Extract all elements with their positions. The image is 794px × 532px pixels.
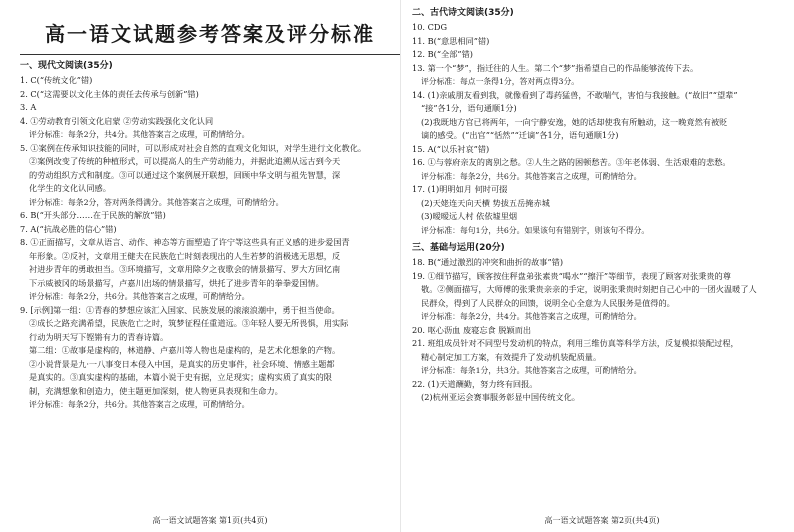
answer-line: 制，充满想象和创造力，使主题更加深刻，使人物更具表现和生命力。: [29, 385, 283, 396]
scoring-note: 评分标准：每点一条得1分，答对两点得3分。: [421, 77, 580, 86]
answer-line: ②成长之路充满希望，民族危亡之时，筑梦征程任重道远。③年轻人要无所畏惧，用实际: [29, 318, 349, 328]
answer-line: 1. C(“传统文化”错): [20, 75, 93, 85]
answer-line: 3. A: [20, 102, 37, 112]
answer-line: 9. [示例]第一组：①青春的梦想应该汇入国家、民族发展的滚滚浪潮中，勇于担当使命。: [20, 304, 340, 315]
answer-line: 第二组：①故事是虚构的，林道静、卢嘉川等人物也是虚构的，是艺术化想象的产物。: [29, 345, 341, 355]
answer-line: 13. 第一个“梦”，指迁往的人生。第二个“梦”指希望自己的作品能够流传下去。: [412, 62, 699, 73]
page-footer: 高一语文试题答案 第2页(共4页): [544, 516, 660, 525]
title-divider: [20, 54, 400, 55]
answer-line: 衬进步青年的勇敢担当。③环境描写，文章用除夕之夜歌会的情景描写、罗大方回忆南: [29, 264, 341, 274]
answer-line: “接”各1分，语句通顺1分): [421, 103, 517, 113]
answer-line: 行动为明天写下铿锵有力的青春诗篇。: [29, 331, 169, 342]
answer-line: 年形象。②反衬，文章用王健夫在民族危亡时刻表现出的人生若梦的消极逃无思想，反: [29, 250, 341, 261]
answer-line: 谪的感受。(“出官”“恬然”“迁谪”各1分，语句通顺1分): [421, 130, 619, 140]
answer-line: (2)杭州亚运会赛事服务彰显中国传统文化。: [421, 392, 580, 402]
answer-line: 15. A(“以乐衬哀”错): [412, 143, 490, 154]
answer-line: 7. A(“抗战必胜的信心”错): [20, 223, 117, 234]
answer-line: 8. ①正面描写，文章从语言、动作、神态等方面塑造了许宁等这些具有正义感的进步爱国青: [20, 237, 350, 247]
answer-line: 18. B(“通过激烈的冲突和曲折的故事”错): [412, 257, 564, 267]
answer-line: 16. ①与蓉府亲友的离别之愁。②人生之路的困顿愁苦。③年老体弱、生活艰难的悲愁。: [412, 157, 731, 167]
right-answer-list-a: [412, 21, 792, 237]
right-answer-list-b: [412, 256, 792, 405]
answer-line: 14. (1)亲戚朋友看到我，就像看到了毒药猛兽，不敢喘气，害怕与我接触。(“故旧”“望辈”: [412, 89, 738, 100]
page-title: 高一语文试题参考答案及评分标准: [45, 22, 375, 46]
answer-line: 21. 班组成员针对不同型号发动机的特点，利用三维仿真等科学方法，反复模拟装配过程，: [412, 338, 739, 348]
page-divider: [400, 0, 401, 532]
answer-line: ②小说背景是九·一八事变日本侵入中国，是真实的历史事件，社会环境、情感主题都: [29, 358, 335, 369]
scoring-note: 评分标准：每条2分，共6分。其他答案言之成理，可酌情给分。: [421, 171, 642, 181]
page-footer: 高一语文试题答案 第1页(共4页): [152, 516, 268, 525]
scoring-note: 评分标准：每句1分，共6分。如果该句有错别字，则该句不得分。: [421, 225, 650, 235]
section-heading: 三、基础与运用(20分): [412, 243, 505, 253]
right-page: [412, 0, 792, 532]
scoring-note: 评分标准：每条2分，共4分。其他答案言之成理，可酌情给分。: [29, 130, 250, 139]
answer-line: (3)暧暧远人村 依依墟里烟: [421, 211, 518, 221]
answer-line: 下示威被冈的场景描写，卢嘉川出场的情景描写，烘托了进步青年的拳拳爱国情。: [29, 277, 324, 288]
answer-line: 11. B(“意思相同”错): [412, 35, 490, 46]
answer-line: 22. (1)天道酬勤，努力终有回报。: [412, 378, 538, 389]
scoring-note: 评分标准：每条2分，共6分。其他答案言之成理，可酌情给分。: [29, 400, 250, 409]
scoring-note: 评分标准：每条2分，共4分。其他答案言之成理，可酌情给分。: [421, 312, 642, 321]
answer-line: 化学生的文化认同感。: [29, 183, 111, 193]
answer-line: 2. C(“这需要以文化主体的责任去传承与创新”错): [20, 88, 199, 99]
section-heading: 二、古代诗文阅读(35分): [412, 8, 514, 18]
left-answer-list: [20, 74, 400, 412]
answer-line: 的劳动组织方式和制度。③可以通过这个案例展开联想，回顾中华文明与祖先智慧，深: [29, 169, 341, 180]
answer-line: 17. (1)明明如月 何时可掇: [412, 184, 508, 194]
scoring-note: 评分标准：每条2分，共6分。其他答案言之成理，可酌情给分。: [29, 292, 250, 301]
section-heading: 一、现代文阅读(35分): [20, 61, 113, 71]
left-page: [20, 0, 400, 532]
answer-line: (2)我既地方官已将两年，一向宁静安逸，她的话却使我有所触动，这一晚竟然有被贬: [421, 116, 728, 127]
answer-line: 6. B(“开头部分……在于民族的解放”错): [20, 210, 166, 220]
answer-line: (2)天姥连天向天横 势拔五岳掩赤城: [421, 197, 550, 208]
answer-line: 5. ①案例在传承知识技能的同时，可以形成对社会自然的直观文化知识，对学生进行文化教化。: [20, 142, 367, 153]
answer-line: 4. ①劳动教育引领文化启蒙 ②劳动实践强化文化认同: [20, 115, 214, 126]
answer-line: 19. ①细节描写，顾客按住秤盘弟张素贵“喝水”“擦汗”等细节，表现了顾客对张秉贵的尊: [412, 270, 731, 281]
answer-line: 敬。②侧面描写，大师傅的张秉贵亲亲的手定，说明张秉贵时刻把自己心中的一团火温暖了人: [421, 284, 757, 294]
answer-line: ②案例改变了传统的种植形式，可以提高人的生产劳动能力，并据此追溯从远古到今天: [29, 156, 341, 166]
answer-line: 精心制定加工方案，有效提升了发动机装配质量。: [421, 351, 602, 362]
answer-line: 民群众，得到了人民群众的回馈，说明全心全意为人民服务是值得的。: [421, 297, 675, 308]
answer-line: 10. CDG: [412, 22, 447, 32]
answer-line: 是真实的。③真实虚构的基础，本篇小说于史有据，立足现实；虚构实质了真实的限: [29, 372, 332, 382]
answer-line: 12. B(“全部”错): [412, 49, 473, 59]
answer-line: 20. 呕心沥血 废寝忘食 脱颖而出: [412, 324, 532, 335]
scoring-note: 评分标准：每条1分，共3分。其他答案言之成理，可酌情给分。: [421, 366, 642, 375]
scoring-note: 评分标准：每条2分，答对两条得满分。其他答案言之成理，可酌情给分。: [29, 197, 284, 207]
